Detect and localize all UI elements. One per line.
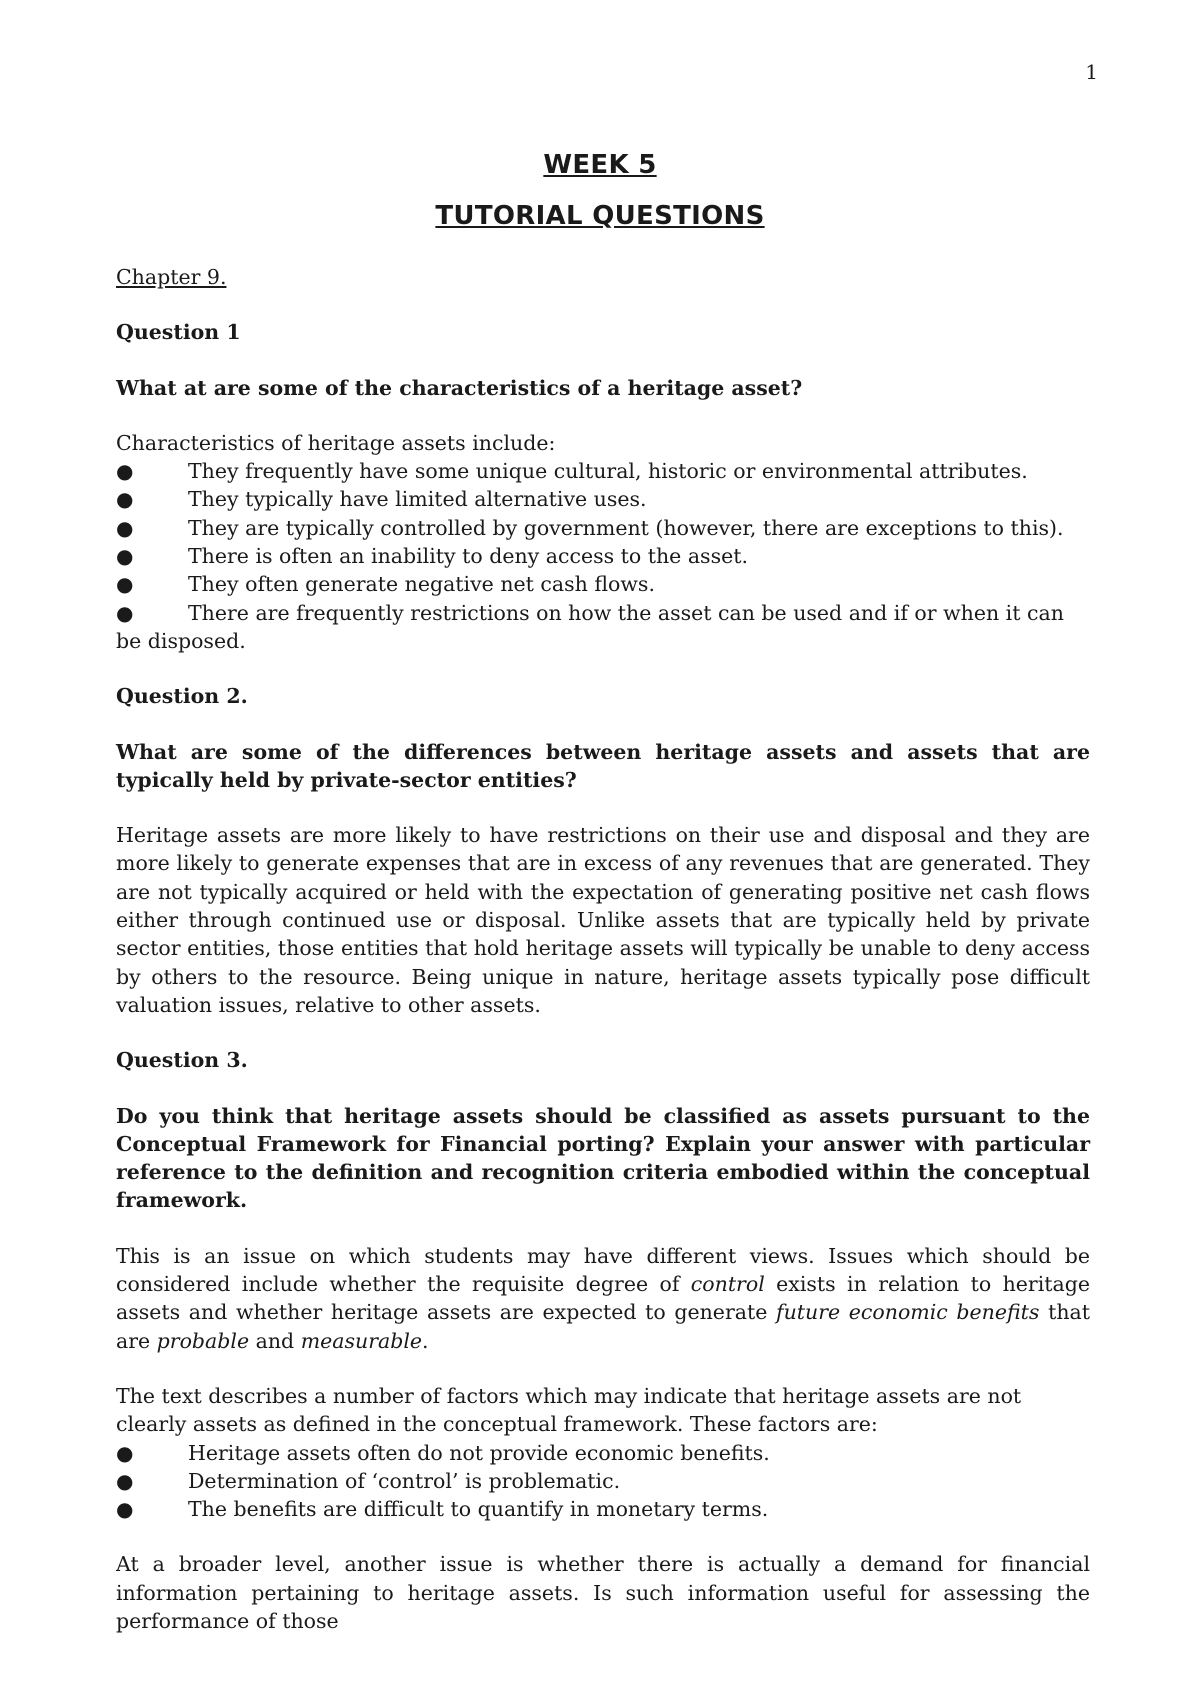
bullet-icon: ● [116, 544, 134, 569]
bullet-icon: ● [116, 487, 134, 512]
list-item: ● They are typically controlled by government (however, there are exceptions to this). [116, 514, 1090, 542]
tutorial-heading: TUTORIAL QUESTIONS [435, 201, 765, 231]
bullet-icon: ● [116, 459, 134, 484]
question-3-title: Question 3. [116, 1048, 248, 1073]
list-item: ● The benefits are difficult to quantify in monetary terms. [116, 1495, 1090, 1523]
question-1-bullet-list [116, 457, 1090, 655]
week-heading: WEEK 5 [543, 150, 657, 180]
bullet-icon: ● [116, 515, 134, 540]
question-1-title: Question 1 [116, 320, 241, 345]
question-3-answer-3: At a broader level, another issue is whether there is actually a demand for financial information pertaining to heritage assets. Is such information useful for assessing the performance of those [116, 1552, 1090, 1633]
question-3-answer-2-intro: The text describes a number of factors which may indicate that heritage assets are not clearly assets as defined in the conceptual framework. These factors are: [116, 1383, 1022, 1437]
list-item: ● They often generate negative net cash flows. [116, 570, 1090, 598]
question-3-answer-1: This is an issue on which students may have different views. Issues which should be considered include whether the requisite degree of control exists in relation to heritage assets and whether heritage assets are expected to generate future economic benefits that are probable and measurable. [116, 1243, 1091, 1353]
question-2-answer: Heritage assets are more likely to have restrictions on their use and disposal and they are more likely to generate expenses that are in excess of any revenues that are generated. They are not typically acquired or held with the expectation of generating positive net cash flows either through continued use or disposal. Unlike assets that are typically held by private sector entities, those entities that hold heritage assets will typically be unable to deny access by others to the resource. Being unique in nature, heritage assets typically pose difficult valuation issues, relative to other assets. [116, 823, 1090, 1017]
bullet-icon: ● [116, 572, 134, 597]
bullet-icon: ● [116, 600, 134, 625]
question-3-bullet-list [116, 1439, 1090, 1524]
list-item: ● There is often an inability to deny access to the asset. [116, 542, 1090, 570]
question-2-text: What are some of the differences between heritage assets and assets that are typically held by private-sector entities? [116, 739, 1090, 792]
page-number: 1 [1085, 60, 1098, 84]
bullet-icon: ● [116, 1440, 134, 1465]
list-item: ● Heritage assets often do not provide economic benefits. [116, 1439, 1090, 1467]
list-item: ● Determination of ‘control’ is problematic. [116, 1467, 1090, 1495]
list-item: ● They frequently have some unique cultural, historic or environmental attributes. [116, 457, 1090, 485]
list-item: ● They typically have limited alternative uses. [116, 485, 1090, 513]
bullet-icon: ● [116, 1468, 134, 1493]
question-1-intro: Characteristics of heritage assets include: [116, 430, 556, 455]
question-2-title: Question 2. [116, 684, 248, 709]
question-3-text: Do you think that heritage assets should be classified as assets pursuant to the Conceptual Framework for Financial porting? Explain your answer with particular reference to the definition and recognition criteria embodied within the conceptual framework. [116, 1103, 1090, 1213]
document-body [116, 263, 1090, 1635]
chapter-label: Chapter 9. [116, 265, 227, 289]
list-item: ● There are frequently restrictions on how the asset can be used and if or when it can be disposed. [116, 600, 1064, 653]
bullet-icon: ● [116, 1497, 134, 1522]
question-1-text: What at are some of the characteristics of a heritage asset? [116, 375, 803, 400]
